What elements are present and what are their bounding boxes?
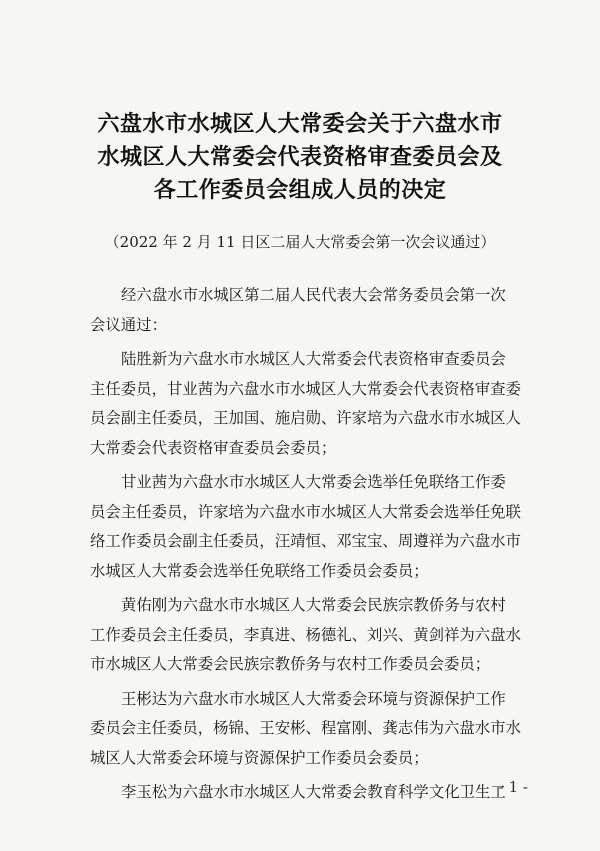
paragraph-line: 黄佑刚为六盘水市水城区人大常委会民族宗教侨务与农村 bbox=[121, 596, 506, 614]
paragraph-line: 李玉松为六盘水市水城区人大常委会教育科学文化卫生工 bbox=[121, 783, 506, 801]
paragraph-line: 员会主任委员，许家培为六盘水市水城区人大常委会选举任免联 bbox=[90, 502, 521, 521]
paragraph-intro bbox=[90, 281, 520, 340]
paragraph-line: 市水城区人大常委会民族宗教侨务与农村工作委员会委员； bbox=[90, 655, 491, 673]
paragraph-environment-committee bbox=[90, 685, 520, 774]
title-line: 六盘水市水城区人大常委会关于六盘水市 bbox=[97, 111, 503, 137]
paragraph-line: 甘业茜为六盘水市水城区人大常委会选举任免联络工作委 bbox=[121, 473, 506, 491]
document-title bbox=[0, 108, 600, 207]
paragraph-line: 员会副主任委员，王加国、施启勋、许家培为六盘水市水城区人 bbox=[90, 409, 521, 427]
paragraph-line: 王彬达为六盘水市水城区人大常委会环境与资源保护工作 bbox=[121, 689, 506, 708]
paragraph-qualification-committee bbox=[90, 345, 520, 463]
paragraph-election-committee bbox=[90, 468, 520, 586]
title-line: 各工作委员会组成人员的决定 bbox=[153, 177, 447, 203]
paragraph-education-committee bbox=[90, 778, 520, 808]
paragraph-line: 委员会主任委员，杨锦、王安彬、程富刚、龚志伟为六盘水市水 bbox=[90, 719, 521, 737]
page-number: - 1 - bbox=[498, 778, 528, 796]
title-line: 水城区人大常委会代表资格审查委员会及 bbox=[97, 144, 503, 170]
paragraph-ethnic-religious-committee bbox=[90, 591, 520, 680]
paragraph-line: 主任委员，甘业茜为六盘水市水城区人大常委会代表资格审查委 bbox=[90, 379, 521, 398]
paragraph-line: 陆胜新为六盘水市水城区人大常委会代表资格审查委员会 bbox=[121, 350, 506, 368]
paragraph-line: 络工作委员会副主任委员，汪靖恒、邓宝宝、周遵祥为六盘水市 bbox=[90, 532, 521, 550]
document-body bbox=[90, 281, 520, 813]
paragraph-line: 经六盘水市水城区第二届人民代表大会常务委员会第一次 bbox=[121, 286, 506, 304]
paragraph-line: 城区人大常委会环境与资源保护工作委员会委员； bbox=[90, 748, 429, 767]
paragraph-line: 会议通过： bbox=[90, 315, 167, 334]
document-subtitle: （2022 年 2 月 11 日区二届人大常委会第一次会议通过） bbox=[104, 233, 496, 251]
paragraph-line: 大常委会代表资格审查委员会委员； bbox=[90, 438, 337, 457]
paragraph-line: 水城区人大常委会选举任免联络工作委员会委员； bbox=[90, 561, 429, 580]
paragraph-line: 工作委员会主任委员，李真进、杨德礼、刘兴、黄剑祥为六盘水 bbox=[90, 625, 521, 644]
